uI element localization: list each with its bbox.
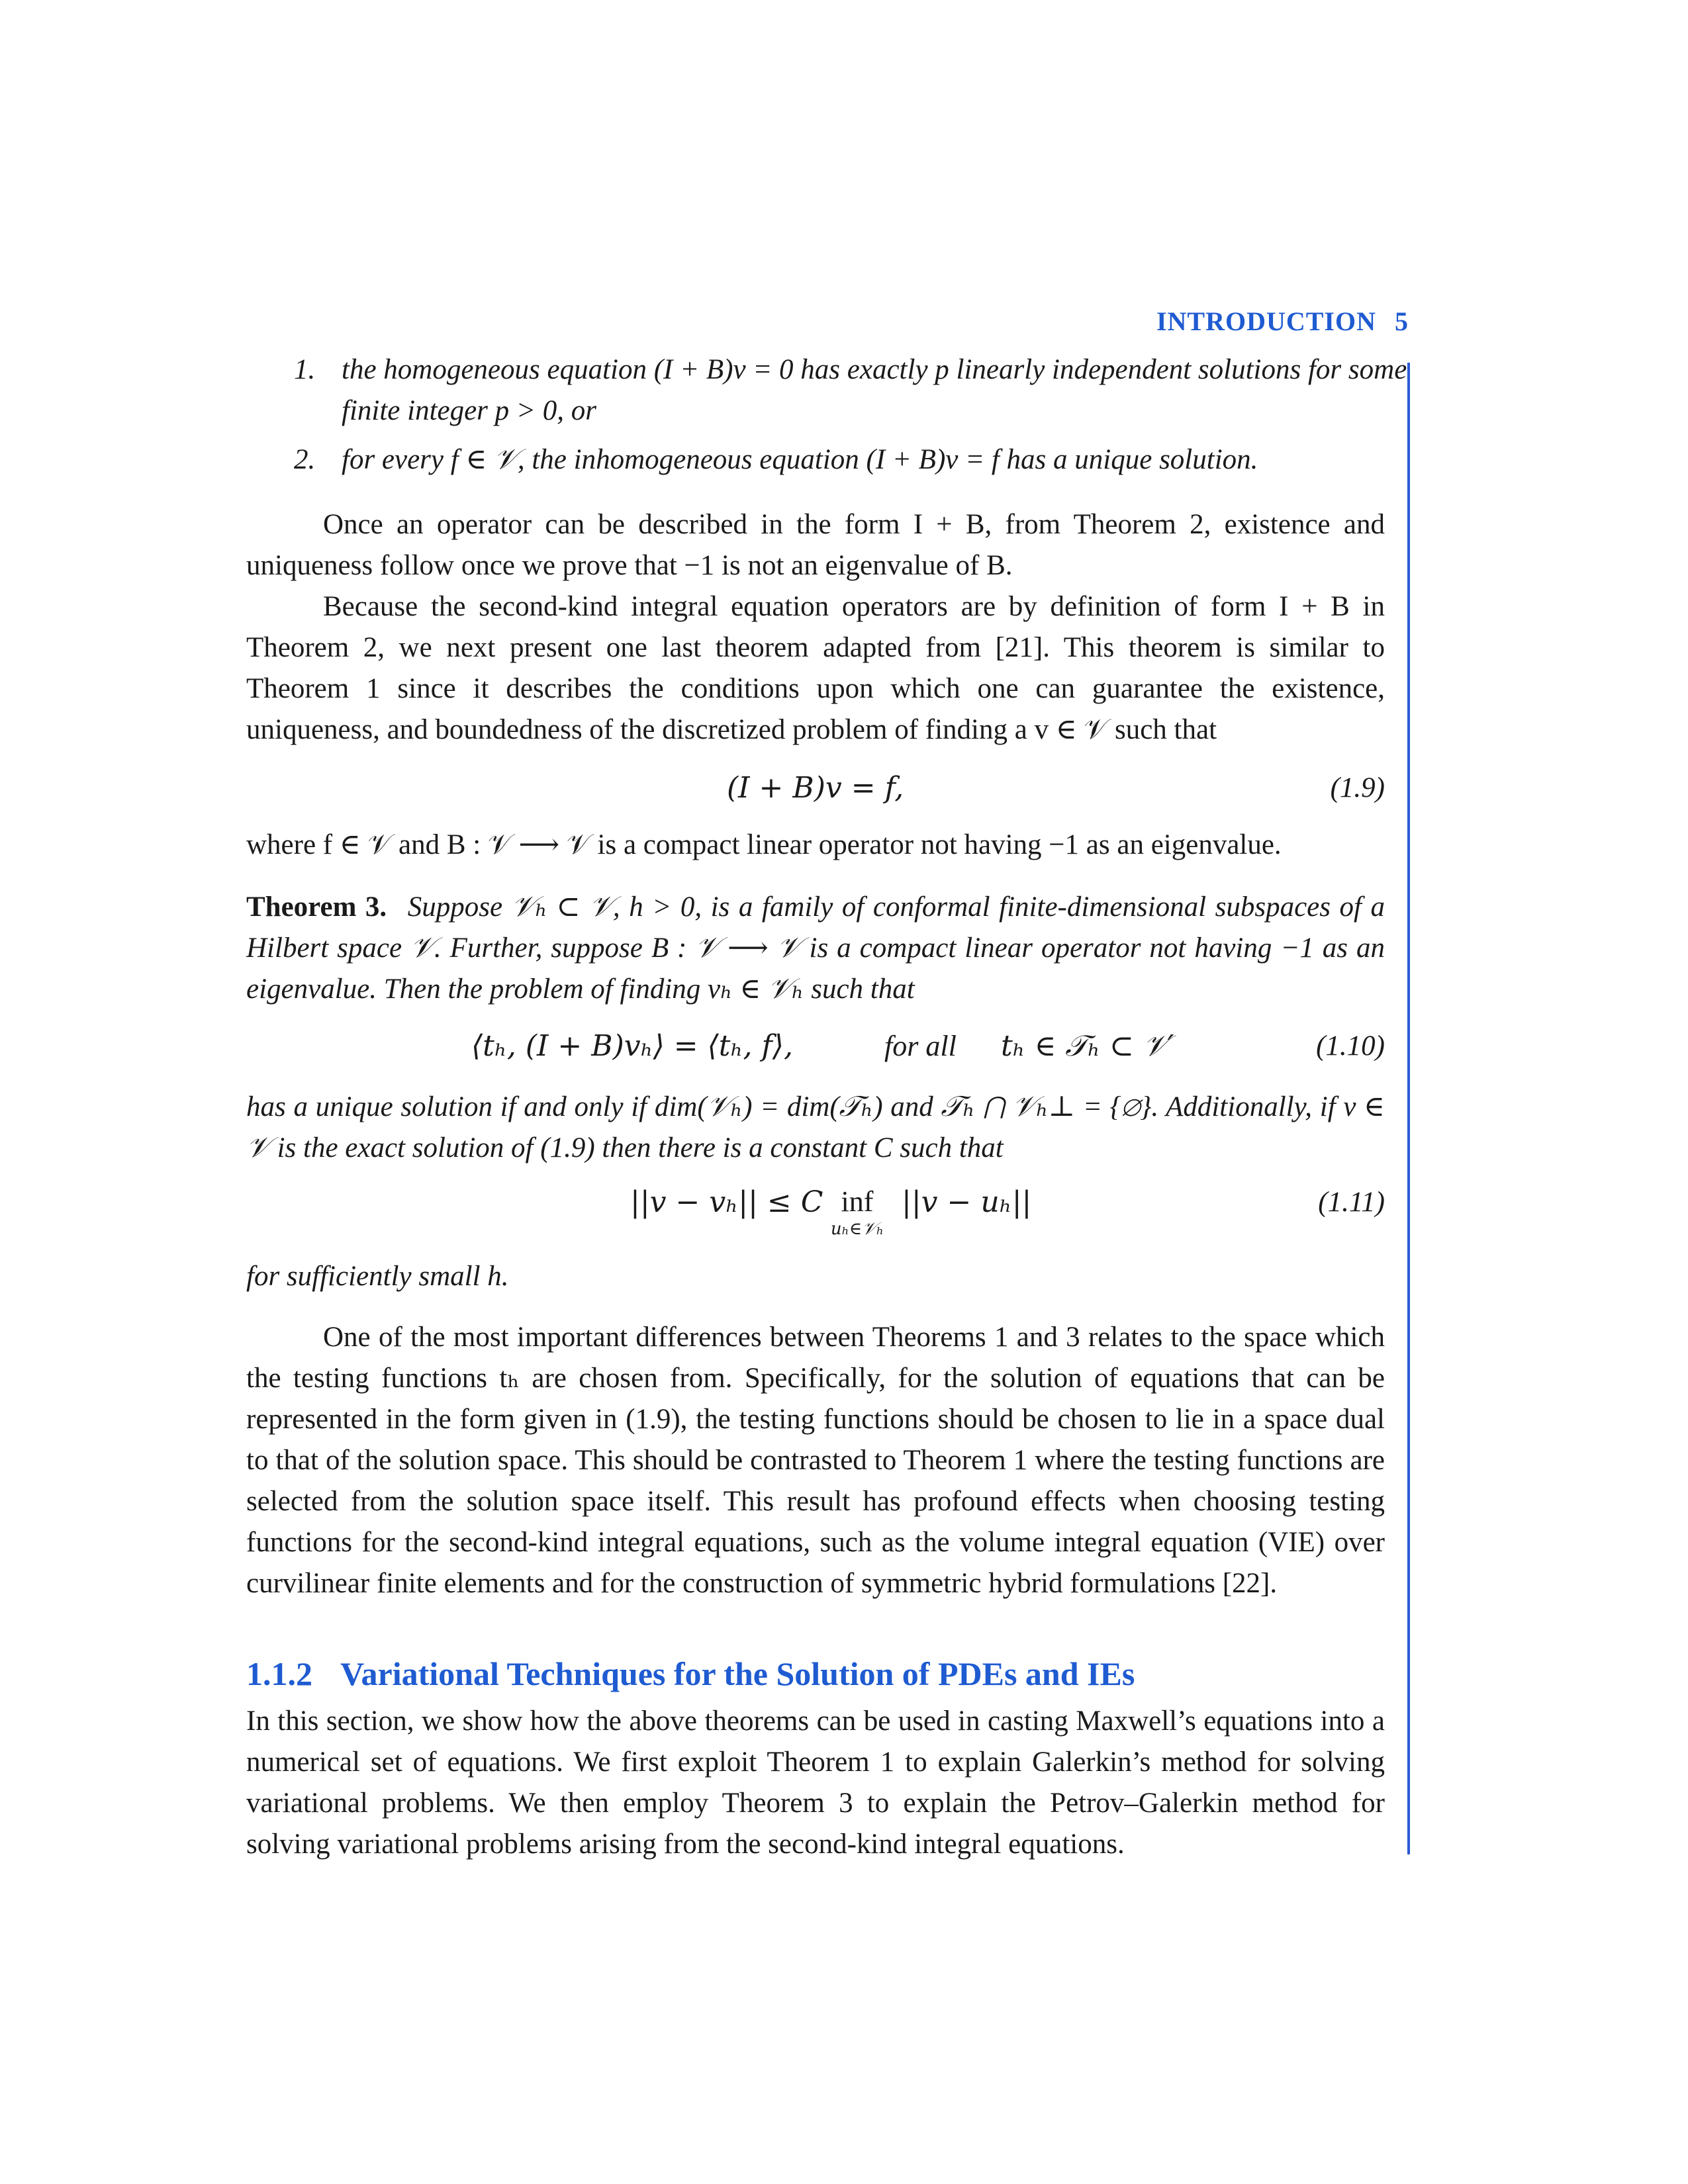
inf-subscript: uₕ∈𝒱ₕ <box>830 1219 884 1239</box>
equation-1-10 <box>471 1026 793 1067</box>
equation-number: (1.11) <box>1318 1187 1385 1218</box>
equation-operator <box>821 1185 894 1239</box>
theorem-text: has a unique solution if and only if dim(𝒱ₕ) = dim(𝒯ₕ) and 𝒯ₕ ⋂ 𝒱ₕ⊥ = {∅}. Additionally, if v ∈ 𝒱 is the exact solution of (1.9) then there is a constant C such that <box>246 1091 1385 1163</box>
equation-1-11 <box>630 1182 823 1223</box>
equation-lhs: ||v − vₕ|| ≤ C <box>630 1185 823 1219</box>
equation-rhs: ||v − uₕ|| <box>902 1185 1032 1219</box>
equation-number: (1.9) <box>1330 772 1385 803</box>
paragraph: In this section, we show how the above theorems can be used in casting Maxwell’s equations into a numerical set of equations. We first exploit Theorem 1 to explain Galerkin’s method for solving variational problems. We then employ Theorem 3 to explain the Petrov–Galerkin method for solving variational problems arising from the second-kind integral equations. <box>246 1706 1385 1860</box>
list-item-text <box>342 349 1407 432</box>
running-header <box>1156 306 1409 337</box>
equation-expr: (I + B)v = f, <box>727 771 904 805</box>
equation-number: (1.10) <box>1316 1030 1385 1062</box>
paragraph: Because the second-kind integral equation operators are by definition of form I + B in Theorem 2, we next present one last theorem adapted from [21]. This theorem is similar to Theorem 1 since it describes the conditions upon which one can guarantee the existence, uniqueness, and boundedness of the discretized problem of finding a v ∈ 𝒱 such that <box>246 591 1385 745</box>
list-item <box>294 439 315 480</box>
margin-rule <box>1407 363 1410 1854</box>
page-number: 5 <box>1395 306 1409 336</box>
theorem-label: Theorem 3. <box>246 891 387 923</box>
paragraph: where f ∈ 𝒱 and B : 𝒱 ⟶ 𝒱 is a compact linear operator not having −1 as an eigenvalue. <box>246 829 1282 860</box>
header-title: INTRODUCTION <box>1156 306 1376 336</box>
equation-condition: for all <box>884 1030 957 1062</box>
section-heading <box>246 1655 1135 1693</box>
list-number: 2. <box>294 444 316 475</box>
theorem-text: for sufficiently small h. <box>246 1261 509 1292</box>
equation-lhs: ⟨tₕ, (I + B)vₕ⟩ = ⟨tₕ, f⟩, <box>471 1029 793 1063</box>
section-number: 1.1.2 <box>246 1655 312 1692</box>
theorem-3 <box>246 887 1385 1010</box>
list-item-text <box>342 439 1385 480</box>
theorem-text: Suppose 𝒱ₕ ⊂ 𝒱, h > 0, is a family of conformal finite-dimensional subspaces of a Hilbert space 𝒱. Further, suppose B : 𝒱 ⟶ 𝒱 is a compact linear operator not having −1 as an eigenvalue. Then the problem of finding vₕ ∈ 𝒱ₕ such that <box>246 891 1385 1005</box>
section-title: Variational Techniques for the Solution of PDEs and IEs <box>340 1655 1135 1692</box>
paragraph: Once an operator can be described in the form I + B, from Theorem 2, existence and uniqueness follow once we prove that −1 is not an eigenvalue of B. <box>246 509 1385 581</box>
inf-operator: inf <box>841 1185 874 1218</box>
paragraph: One of the most important differences between Theorems 1 and 3 relates to the space which the testing functions tₕ are chosen from. Specifically, for the solution of equations that can be represented in the form given in (1.9), the testing functions should be chosen to lie in a space dual to that of the solution space. This should be contrasted to Theorem 1 where the testing functions are selected from the solution space itself. This result has profound effects when choosing testing functions for the second-kind integral equations, such as the volume integral equation (VIE) over curvilinear finite elements and for the construction of symmetric hybrid formulations [22]. <box>246 1322 1385 1599</box>
equation-rhs: tₕ ∈ 𝒯ₕ ⊂ 𝒱′ <box>1001 1029 1174 1063</box>
list-item <box>294 349 315 390</box>
list-item-line: for every f ∈ 𝒱, the inhomogeneous equation (I + B)v = f has a unique solution. <box>342 444 1258 475</box>
list-item-line: the homogeneous equation (I + B)v = 0 has exactly p linearly independent solutions for some <box>342 354 1407 385</box>
list-number: 1. <box>294 354 316 385</box>
list-item-line: finite integer p > 0, or <box>342 395 596 426</box>
equation-1-9 <box>727 768 904 809</box>
